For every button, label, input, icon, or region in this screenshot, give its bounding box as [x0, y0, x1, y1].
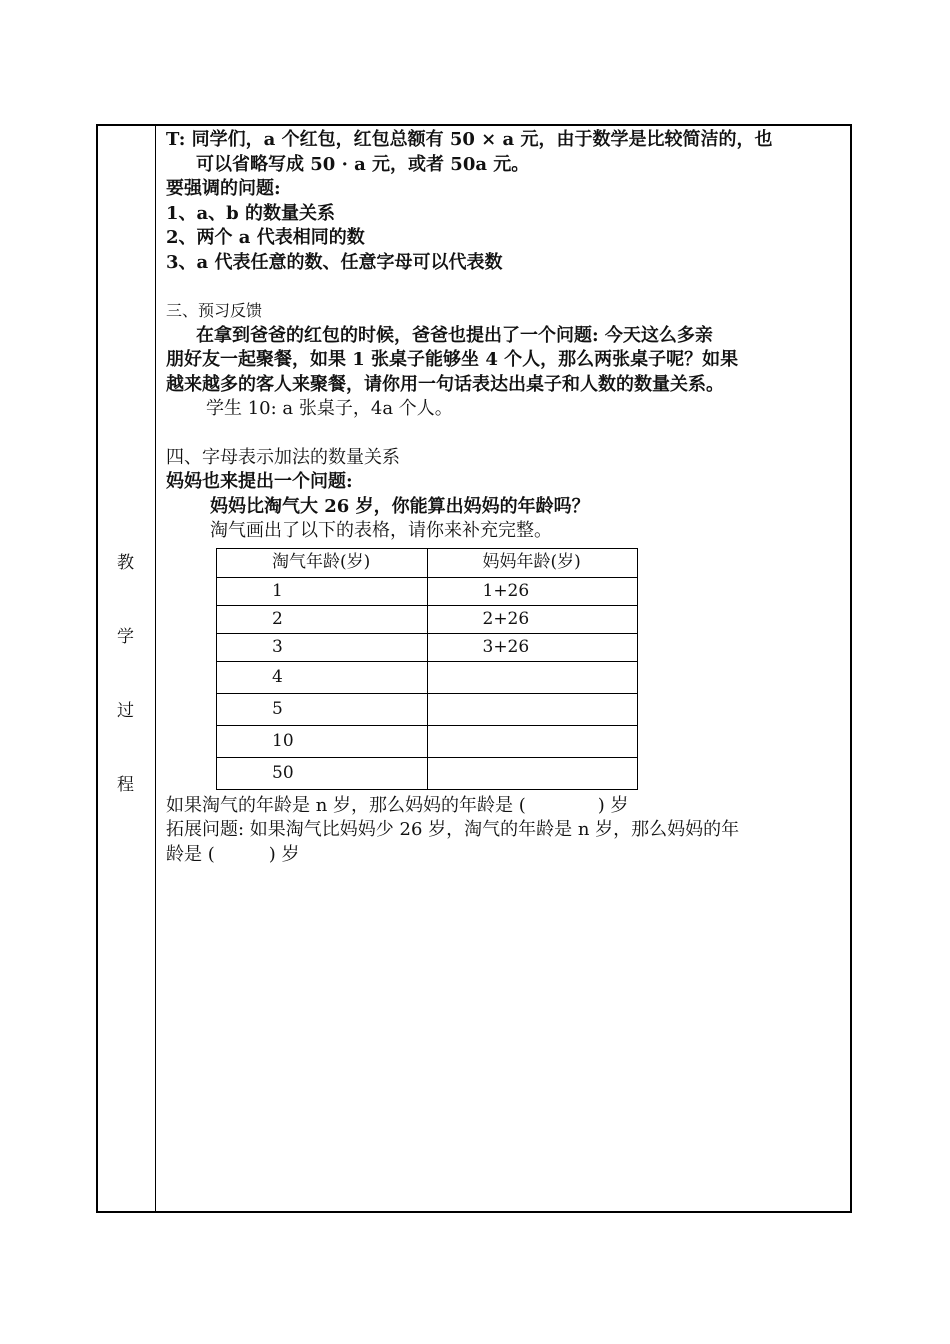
emphasis-item-2: 2、两个 a 代表相同的数: [166, 227, 365, 248]
lesson-content: [166, 128, 846, 867]
mom-age-cell-blank[interactable]: [427, 693, 638, 725]
mom-age-cell-blank[interactable]: [427, 725, 638, 757]
table-row: [217, 693, 638, 725]
mom-age-cell: 1+26: [427, 577, 638, 605]
mom-age-cell: 3+26: [427, 633, 638, 661]
section-4-title: 四、字母表示加法的数量关系: [166, 446, 400, 468]
table-row: [217, 605, 638, 633]
taoqi-age-cell: 5: [217, 693, 428, 725]
mom-age-cell: 2+26: [427, 605, 638, 633]
table-row: [217, 661, 638, 693]
emphasis-item-3: 3、a 代表任意的数、任意字母可以代表数: [166, 251, 503, 273]
mom-question-heading: 妈妈也来提出一个问题:: [166, 471, 353, 492]
section-3-para-line-2: 朋好友一起聚餐，如果 1 张桌子能够坐 4 个人，那么两张桌子呢？如果: [166, 349, 739, 370]
section-3-para-line-3: 越来越多的客人来聚餐，请你用一句话表达出桌子和人数的数量关系。: [166, 373, 724, 395]
column-divider: [155, 124, 156, 1213]
table-row: [217, 633, 638, 661]
intro-line-1: T: 同学们，a 个红包，红包总额有 50 × a 元，由于数学是比较简洁的，也: [166, 129, 773, 150]
extension-line-1: 拓展问题: 如果淘气比妈妈少 26 岁，淘气的年龄是 n 岁，那么妈妈的年: [166, 819, 740, 840]
intro-line-2: 可以省略写成 50 · a 元，或者 50a 元。: [196, 153, 530, 175]
table-row: [217, 757, 638, 789]
emphasis-item-1: 1、a、b 的数量关系: [166, 202, 336, 224]
header-mom-age: 妈妈年龄(岁): [427, 548, 638, 577]
age-table: [216, 548, 638, 790]
table-row: [217, 725, 638, 757]
fill-in-question: 如果淘气的年龄是 n 岁，那么妈妈的年龄是 ( ) 岁: [166, 794, 629, 816]
student-answer: 学生 10: a 张桌子，4a 个人。: [206, 398, 453, 419]
taoqi-age-cell: 1: [217, 577, 428, 605]
header-taoqi-age: 淘气年龄(岁): [217, 548, 428, 577]
taoqi-age-cell: 3: [217, 633, 428, 661]
side-label-3: 过: [117, 701, 134, 721]
taoqi-age-cell: 50: [217, 757, 428, 789]
taoqi-age-cell: 4: [217, 661, 428, 693]
table-row: [217, 577, 638, 605]
mom-question: 妈妈比淘气大 26 岁，你能算出妈妈的年龄吗？: [210, 495, 590, 517]
mom-age-cell-blank[interactable]: [427, 757, 638, 789]
section-3-title: 三、预习反馈: [166, 301, 263, 320]
side-label-2: 学: [117, 627, 134, 647]
table-instruction: 淘气画出了以下的表格，请你来补充完整。: [210, 520, 552, 541]
section-3-para-line-1: 在拿到爸爸的红包的时候，爸爸也提出了一个问题: 今天这么多亲: [196, 324, 713, 346]
side-label-1: 教: [117, 553, 134, 573]
extension-line-2: 龄是 ( ) 岁: [166, 843, 300, 865]
mom-age-cell-blank[interactable]: [427, 661, 638, 693]
side-label-4: 程: [117, 775, 134, 795]
taoqi-age-cell: 2: [217, 605, 428, 633]
taoqi-age-cell: 10: [217, 725, 428, 757]
emphasis-heading: 要强调的问题:: [166, 178, 281, 199]
